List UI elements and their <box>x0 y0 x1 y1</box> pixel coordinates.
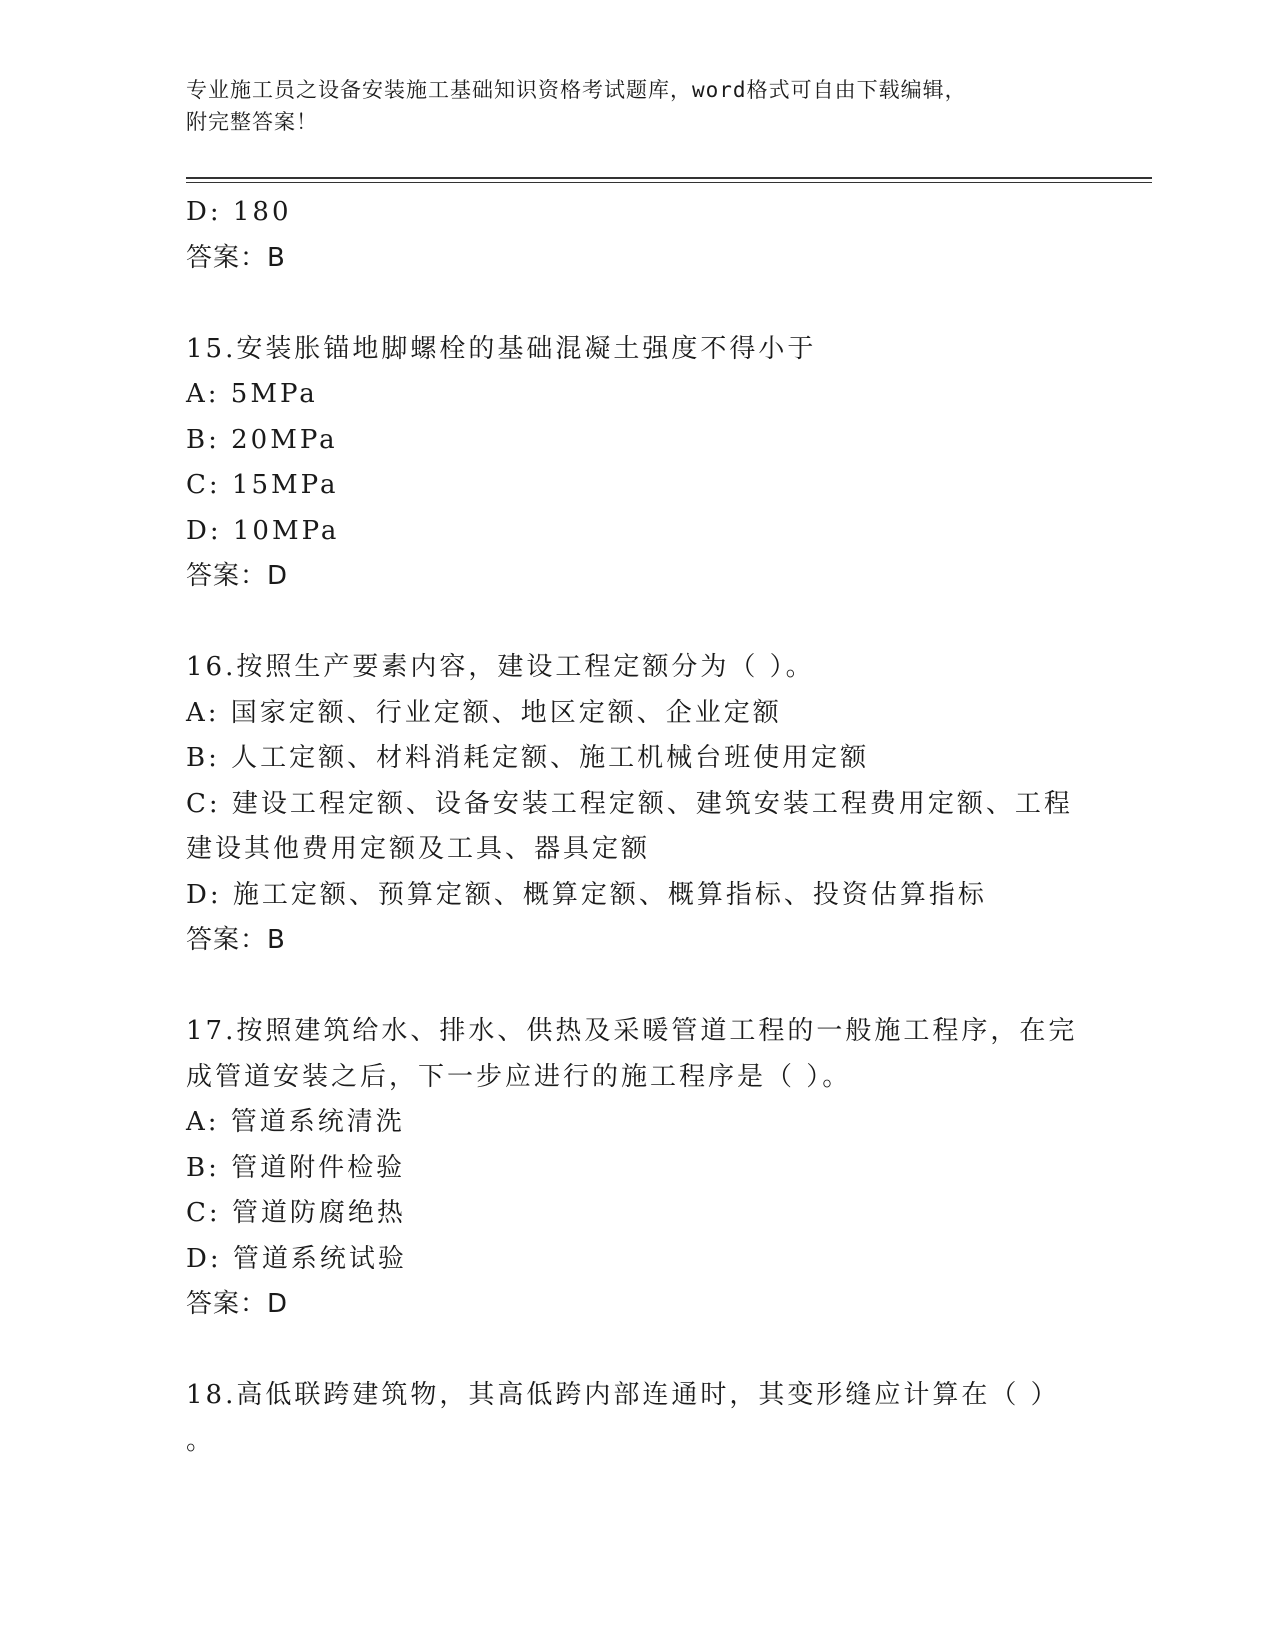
option-b: B: 人工定额、材料消耗定额、施工机械台班使用定额 <box>186 743 870 773</box>
header-divider-thick <box>186 177 1152 179</box>
answer: 答案：D <box>186 1289 289 1319</box>
question-15 <box>186 327 1086 600</box>
document-header <box>186 74 1066 138</box>
header-line-2: 附完整答案！ <box>186 110 318 134</box>
question-text: 16.按照生产要素内容，建设工程定额分为（ ）。 <box>186 652 815 682</box>
question-text-line-2: 。 <box>186 1425 216 1456</box>
header-line-1: 专业施工员之设备安装施工基础知识资格考试题库，word格式可自由下载编辑， <box>186 78 967 102</box>
option-a: A: 国家定额、行业定额、地区定额、企业定额 <box>186 697 782 728</box>
question-text-line-2: 成管道安装之后，下一步应进行的施工程序是（ ）。 <box>186 1061 852 1092</box>
header-divider-thin <box>186 182 1152 183</box>
option-b: B: 20MPa <box>186 424 338 455</box>
option-c: C: 管道防腐绝热 <box>186 1198 406 1228</box>
answer: 答案：B <box>186 242 286 273</box>
question-16 <box>186 645 1086 964</box>
question-14-tail <box>186 190 1086 281</box>
option-d: D: 管道系统试验 <box>186 1243 407 1274</box>
option-d: D: 10MPa <box>186 515 340 546</box>
option-a: A: 管道系统清洗 <box>186 1107 405 1137</box>
question-17 <box>186 1009 1086 1328</box>
question-text-line-1: 18.高低联跨建筑物，其高低跨内部连通时，其变形缝应计算在（ ） <box>186 1380 1060 1410</box>
option-c-line-1: C: 建设工程定额、设备安装工程定额、建筑安装工程费用定额、工程 <box>186 788 1073 819</box>
question-text-line-1: 17.按照建筑给水、排水、供热及采暖管道工程的一般施工程序，在完 <box>186 1016 1078 1046</box>
option-d: D: 180 <box>186 197 292 227</box>
question-text: 15.安装胀锚地脚螺栓的基础混凝土强度不得小于 <box>186 333 817 364</box>
option-c: C: 15MPa <box>186 470 339 500</box>
option-c-line-2: 建设其他费用定额及工具、器具定额 <box>186 834 651 864</box>
option-a: A: 5MPa <box>186 379 318 409</box>
option-d: D: 施工定额、预算定额、概算定额、概算指标、投资估算指标 <box>186 879 987 910</box>
option-b: B: 管道附件检验 <box>186 1152 406 1183</box>
question-18 <box>186 1373 1086 1464</box>
answer: 答案：D <box>186 561 289 591</box>
question-list <box>186 190 1086 1464</box>
answer: 答案：B <box>186 925 286 955</box>
